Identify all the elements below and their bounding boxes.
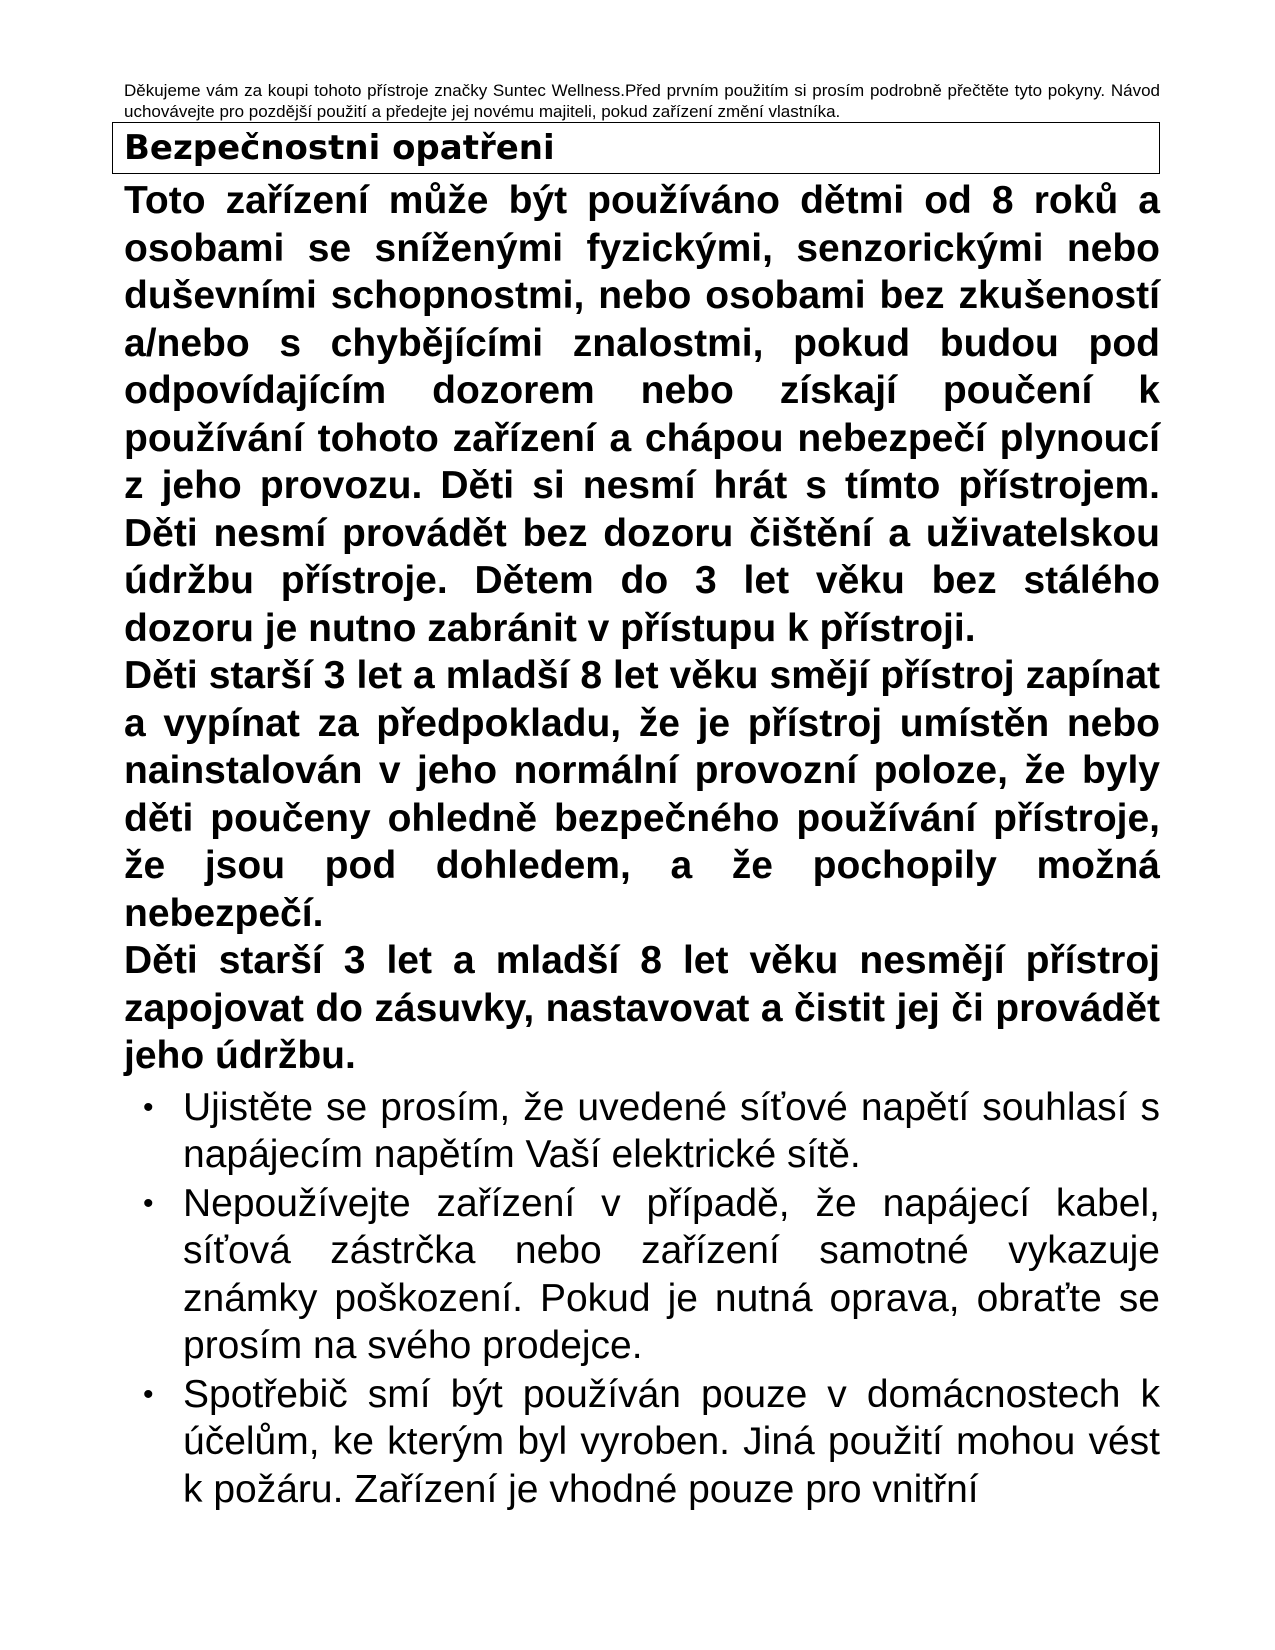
safety-paragraph-2: Děti starší 3 let a mladší 8 let věku smějí přístroj zapínat a vypínat za předpokladu, že je přístroj umístěn nebo nainstalován v jeho normální provozní poloze, že byly děti poučeny ohledně bezpečného používání přístroje, že jsou pod dohledem, a že pochopily možná nebezpečí. bbox=[124, 654, 1160, 935]
section-heading: Bezpečnostni opatřeni bbox=[124, 128, 555, 168]
bullet-icon: • bbox=[143, 1090, 154, 1124]
section-heading-box bbox=[112, 122, 1160, 174]
bullet-icon: • bbox=[143, 1186, 154, 1220]
bullet-icon: • bbox=[143, 1377, 154, 1411]
bullet-text: Nepoužívejte zařízení v případě, že napájecí kabel, síťová zástrčka nebo zařízení samotné vykazuje známky poškození. Pokud je nutná oprava, obraťte se prosím na svého prodejce. bbox=[183, 1181, 1160, 1367]
bullet-item-usage bbox=[124, 1371, 1160, 1514]
safety-bullet-list bbox=[124, 1084, 1160, 1514]
bullet-item-damage bbox=[124, 1180, 1160, 1370]
document-page bbox=[124, 80, 1160, 1514]
safety-paragraph-1: Toto zařízení může být používáno dětmi od 8 roků a osobami se sníženými fyzickými, senzorickými nebo duševními schopnostmi, nebo osobami bez zkušeností a/nebo s chybějícími znalostmi, pokud budou pod odpovídajícím dozorem nebo získají poučení k používání tohoto zařízení a chápou nebezpečí plynoucí z jeho provozu. Děti si nesmí hrát s tímto přístrojem. Děti nesmí provádět bez dozoru čištění a uživatelskou údržbu přístroje. Dětem do 3 let věku bez stálého dozoru je nutno zabránit v přístupu k přístroji. bbox=[124, 179, 1160, 650]
bullet-text: Ujistěte se prosím, že uvedené síťové napětí souhlasí s napájecím napětím Vaší elektrické sítě. bbox=[183, 1085, 1160, 1176]
bullet-text: Spotřebič smí být používán pouze v domácnostech k účelům, ke kterým byl vyroben. Jiná použití mohou vést k požáru. Zařízení je vhodné pouze pro vnitřní bbox=[183, 1372, 1160, 1511]
intro-text: Děkujeme vám za koupi tohoto přístroje značky Suntec Wellness.Před prvním použitím si prosím podrobně přečtěte tyto pokyny. Návod uchovávejte pro pozdější použití a předejte jej novému majiteli, pokud zařízení změní vlastníka. bbox=[124, 81, 1160, 121]
safety-paragraph-3: Děti starší 3 let a mladší 8 let věku nesmějí přístroj zapojovat do zásuvky, nastavovat a čistit jej či provádět jeho údržbu. bbox=[124, 939, 1160, 1077]
bullet-item-voltage bbox=[124, 1084, 1160, 1179]
